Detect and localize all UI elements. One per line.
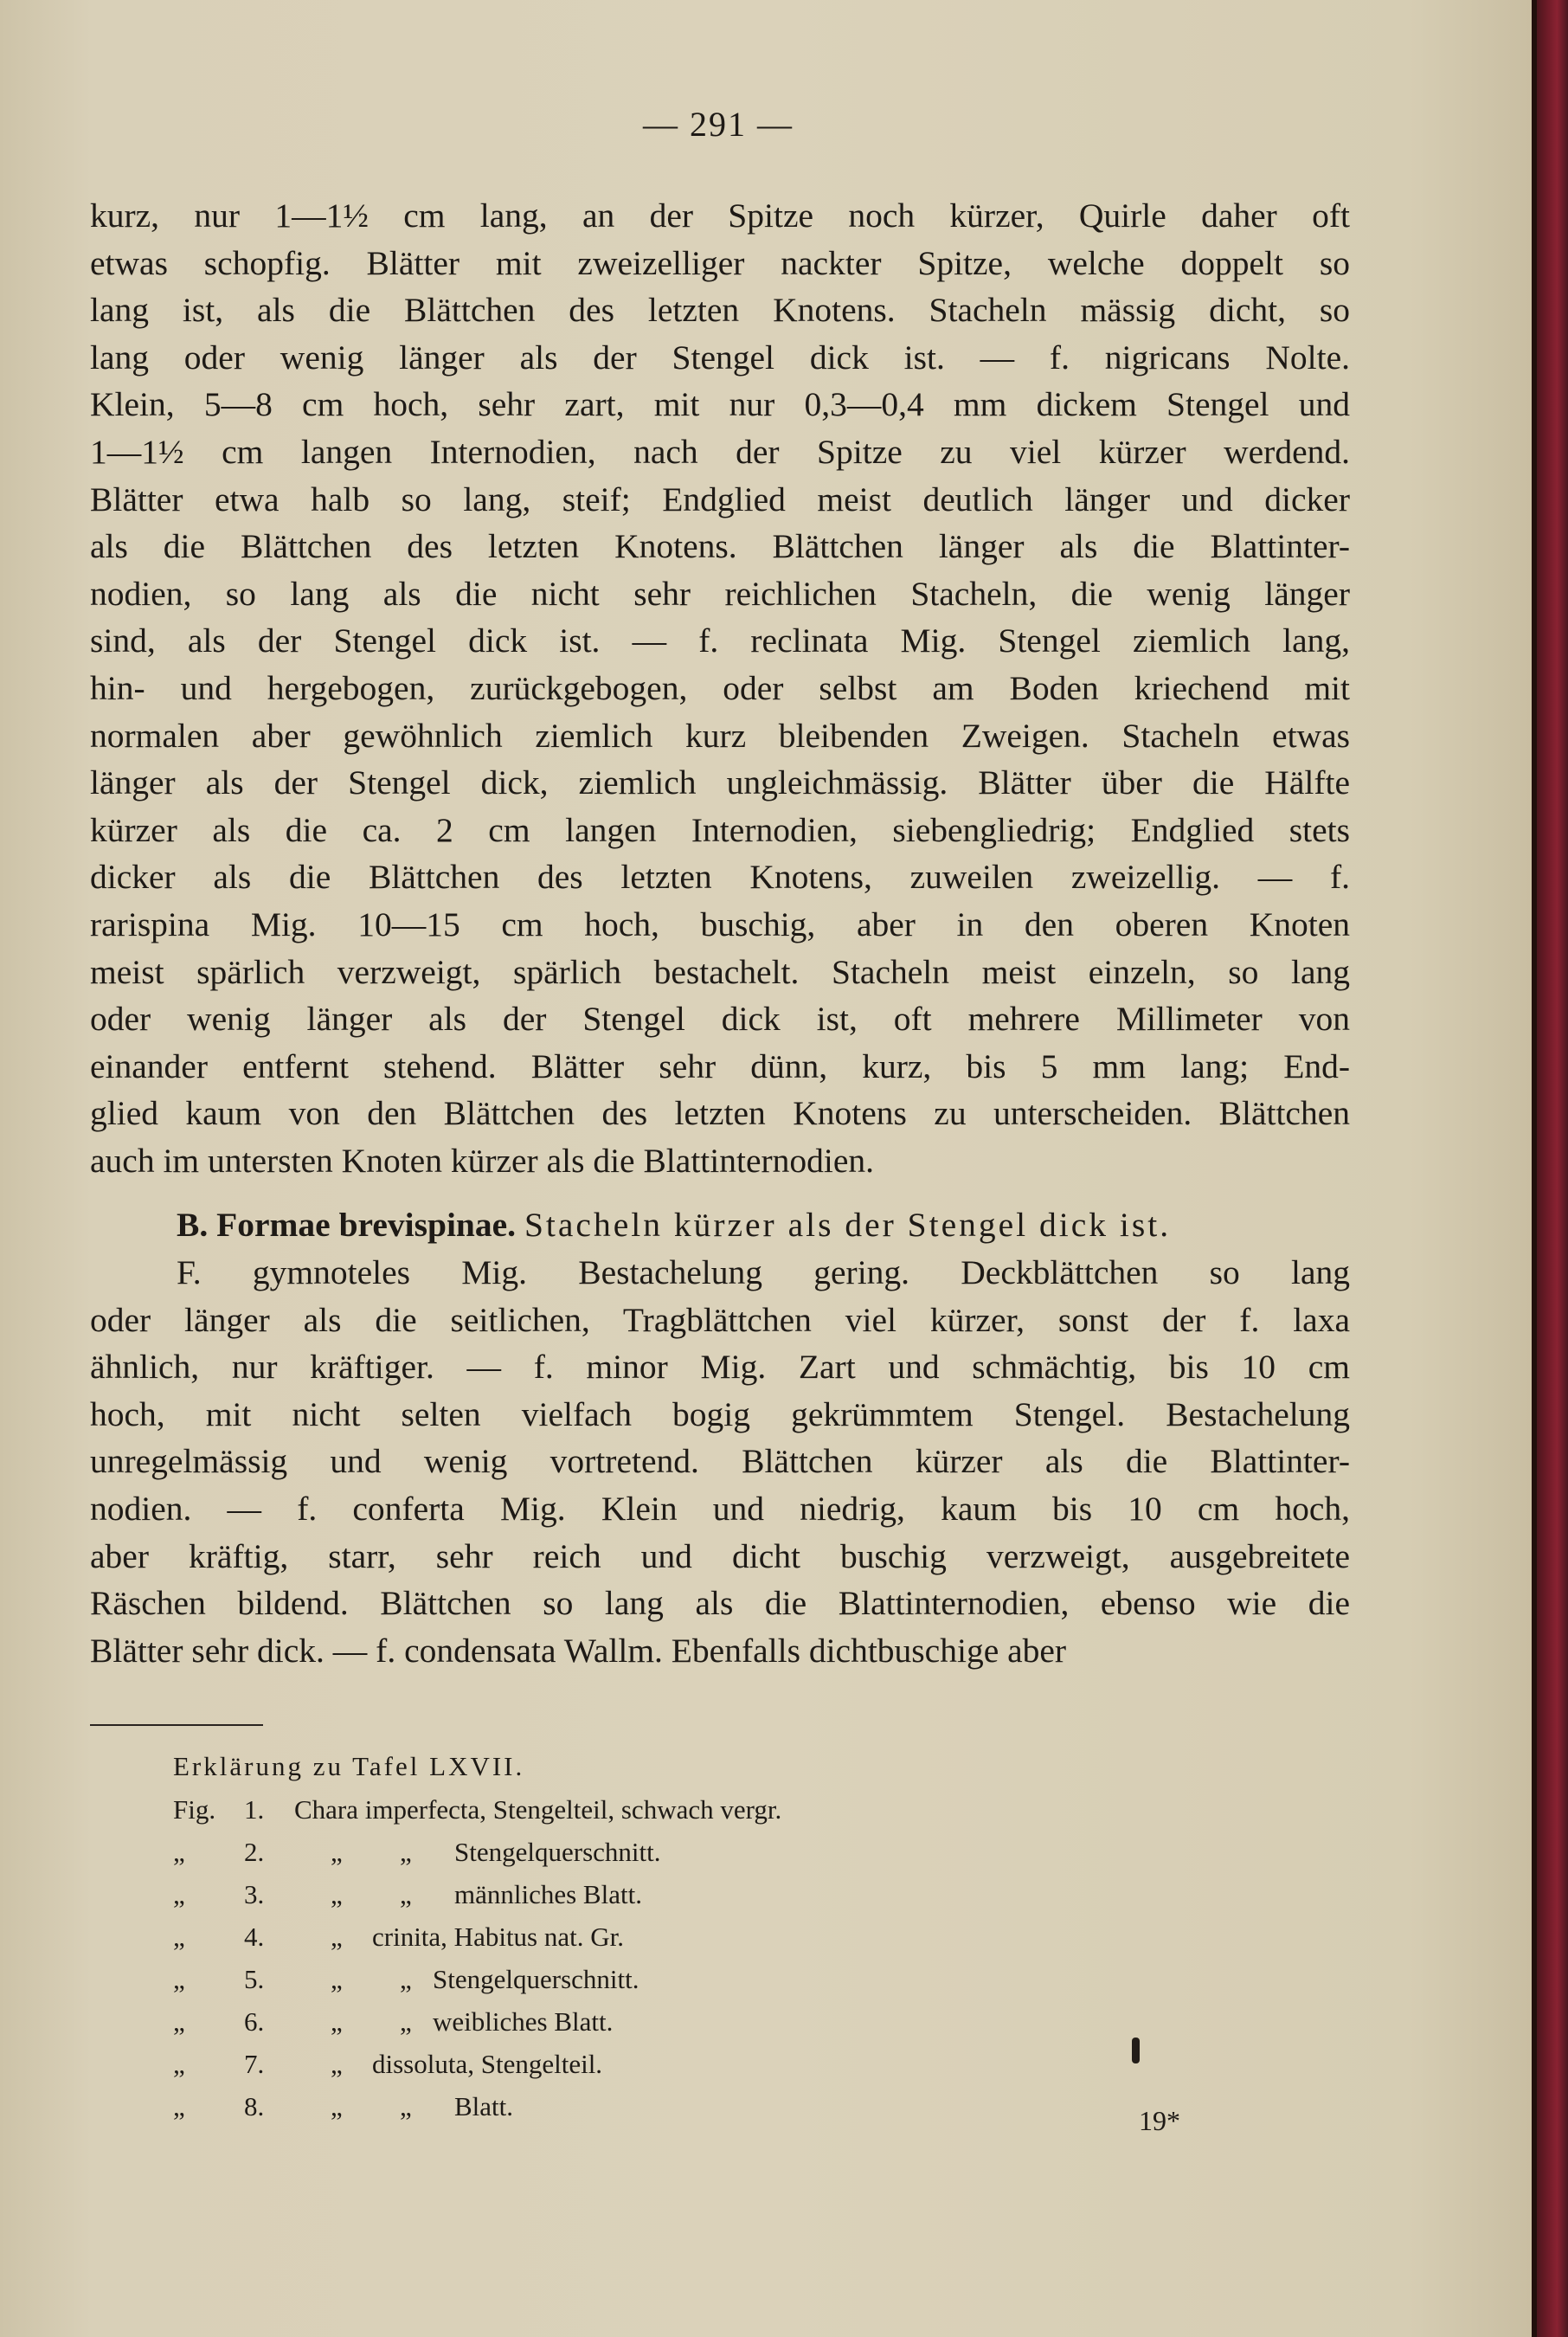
legend-row [173, 1873, 1211, 1915]
text-line: nodien. — f. conferta Mig. Klein und niedrig, kaum bis 10 cm hoch, [90, 1490, 1350, 1529]
footnote-rule [90, 1724, 263, 1726]
legend-row [173, 1915, 1211, 1958]
legend-cell-a: „ [331, 1837, 343, 1867]
legend-row [173, 1958, 1211, 2000]
text-line: rarispina Mig. 10—15 cm hoch, buschig, aber in den oberen Knoten [90, 905, 1350, 943]
section-heading [90, 1201, 1350, 1249]
section-heading-text: Stacheln kürzer als der Stengel dick ist. [524, 1206, 1172, 1245]
legend-cell-fig: Fig. [173, 1794, 216, 1825]
legend-cell-fig: „ [173, 1879, 185, 1909]
text-line: lang ist, als die Blättchen des letzten Knotens. Stacheln mässig dicht, so [90, 291, 1350, 330]
legend-cell-b: crinita, Habitus nat. Gr. [372, 1922, 624, 1952]
plate-legend-title: Erklärung zu Tafel LXVII. [173, 1751, 525, 1781]
binding-edge [1532, 0, 1537, 2337]
legend-cell-fig: „ [173, 2049, 185, 2079]
legend-cell-a: „ [331, 1964, 343, 1994]
plate-legend [173, 1745, 1211, 2128]
text-line: sind, als der Stengel dick ist. — f. reclinata Mig. Stengel ziemlich lang, [90, 621, 1350, 660]
text-line: dicker als die Blättchen des letzten Knotens, zuweilen zweizellig. — f. [90, 858, 1350, 897]
legend-row [173, 2043, 1211, 2085]
legend-cell-a: „ [331, 2049, 343, 2079]
section-heading-label: B. Formae brevispinae. [177, 1206, 517, 1245]
text-line: einander entfernt stehend. Blätter sehr dünn, kurz, bis 5 mm lang; End- [90, 1046, 1350, 1085]
legend-cell-b: „ [400, 2006, 412, 2037]
legend-cell-a: „ [331, 2091, 343, 2121]
legend-cell-c: männliches Blatt. [454, 1879, 642, 1909]
page-number: — 291 — [643, 105, 794, 144]
text-line: etwas schopfig. Blätter mit zweizelliger nackter Spitze, welche doppelt so [90, 243, 1350, 282]
paragraph-forms [90, 1249, 1350, 1674]
legend-cell-c: Stengelquerschnitt. [454, 1837, 661, 1867]
text-line: F. gymnoteles Mig. Bestachelung gering. Deckblättchen so lang [177, 1253, 1350, 1292]
plate-legend-rows [173, 1788, 1211, 2128]
legend-cell-b: „ [400, 2091, 412, 2121]
legend-cell-num: 1. [244, 1794, 265, 1825]
legend-cell-num: 8. [244, 2091, 265, 2121]
text-line: unregelmässig und wenig vortretend. Blättchen kürzer als die Blattinter- [90, 1442, 1350, 1481]
legend-cell-num: 2. [244, 1837, 265, 1867]
legend-cell-fig: „ [173, 1922, 185, 1952]
legend-cell-a: „ [331, 2006, 343, 2037]
text-line: oder länger als die seitlichen, Tragblättchen viel kürzer, sonst der f. laxa [90, 1300, 1350, 1339]
legend-cell-c: weibliches Blatt. [433, 2006, 614, 2037]
legend-row [173, 1831, 1211, 1873]
text-line: ähnlich, nur kräftiger. — f. minor Mig. Zart und schmächtig, bis 10 cm [90, 1348, 1350, 1387]
text-line: Blätter sehr dick. — f. condensata Wallm. Ebenfalls dichtbuschige aber [90, 1631, 1067, 1670]
text-line: meist spärlich verzweigt, spärlich bestachelt. Stacheln meist einzeln, so lang [90, 952, 1350, 991]
legend-cell-num: 4. [244, 1922, 265, 1952]
legend-row [173, 1788, 1211, 1831]
legend-cell-num: 7. [244, 2049, 265, 2079]
legend-cell-num: 5. [244, 1964, 265, 1994]
text-line: 1—1½ cm langen Internodien, nach der Spitze zu viel kürzer werdend. [90, 432, 1350, 471]
text-line: Räschen bildend. Blättchen so lang als die Blattinternodien, ebenso wie die [90, 1584, 1350, 1623]
main-text [90, 192, 1350, 1674]
text-line: kurz, nur 1—1½ cm lang, an der Spitze noch kürzer, Quirle daher oft [90, 196, 1350, 235]
text-line: hoch, mit nicht selten vielfach bogig gekrümmtem Stengel. Bestachelung [90, 1394, 1350, 1433]
legend-cell-fig: „ [173, 1964, 185, 1994]
legend-row [173, 2000, 1211, 2043]
book-binding [1532, 0, 1568, 2337]
signature-mark: 19* [1139, 2105, 1180, 2136]
legend-cell-a: Chara imperfecta, Stengelteil, schwach vergr. [294, 1794, 782, 1825]
legend-cell-fig: „ [173, 1837, 185, 1867]
text-line: kürzer als die ca. 2 cm langen Internodien, siebengliedrig; Endglied stets [90, 810, 1350, 849]
legend-cell-fig: „ [173, 2006, 185, 2037]
legend-cell-num: 3. [244, 1879, 265, 1909]
legend-cell-b: „ [400, 1879, 412, 1909]
legend-cell-b: dissoluta, Stengelteil. [372, 2049, 603, 2079]
text-line: Klein, 5—8 cm hoch, sehr zart, mit nur 0,3—0,4 mm dickem Stengel und [90, 385, 1350, 424]
text-line: glied kaum von den Blättchen des letzten Knotens zu unterscheiden. Blättchen [90, 1094, 1350, 1133]
text-line: normalen aber gewöhnlich ziemlich kurz bleibenden Zweigen. Stacheln etwas [90, 716, 1350, 755]
text-line: oder wenig länger als der Stengel dick ist, oft mehrere Millimeter von [90, 1000, 1350, 1039]
text-line: aber kräftig, starr, sehr reich und dicht buschig verzweigt, ausgebreitete [90, 1536, 1350, 1575]
text-line: nodien, so lang als die nicht sehr reichlichen Stacheln, die wenig länger [90, 574, 1350, 613]
text-line: länger als der Stengel dick, ziemlich ungleichmässig. Blätter über die Hälfte [90, 763, 1350, 802]
text-line: auch im untersten Knoten kürzer als die Blattinternodien. [90, 1141, 875, 1180]
paragraph-main [90, 192, 1350, 1184]
legend-cell-a: „ [331, 1879, 343, 1909]
legend-row [173, 2085, 1211, 2128]
legend-cell-b: „ [400, 1837, 412, 1867]
text-line: als die Blättchen des letzten Knotens. Blättchen länger als die Blattinter- [90, 527, 1350, 566]
ink-mark [1132, 2038, 1140, 2063]
legend-cell-a: „ [331, 1922, 343, 1952]
text-line: lang oder wenig länger als der Stengel dick ist. — f. nigricans Nolte. [90, 338, 1350, 377]
text-line: hin- und hergebogen, zurückgebogen, oder selbst am Boden kriechend mit [90, 668, 1350, 707]
legend-cell-c: Stengelquerschnitt. [433, 1964, 639, 1994]
text-line: Blätter etwa halb so lang, steif; Endglied meist deutlich länger und dicker [90, 480, 1350, 518]
legend-cell-num: 6. [244, 2006, 265, 2037]
legend-cell-c: Blatt. [454, 2091, 514, 2121]
legend-cell-fig: „ [173, 2091, 185, 2121]
legend-cell-b: „ [400, 1964, 412, 1994]
